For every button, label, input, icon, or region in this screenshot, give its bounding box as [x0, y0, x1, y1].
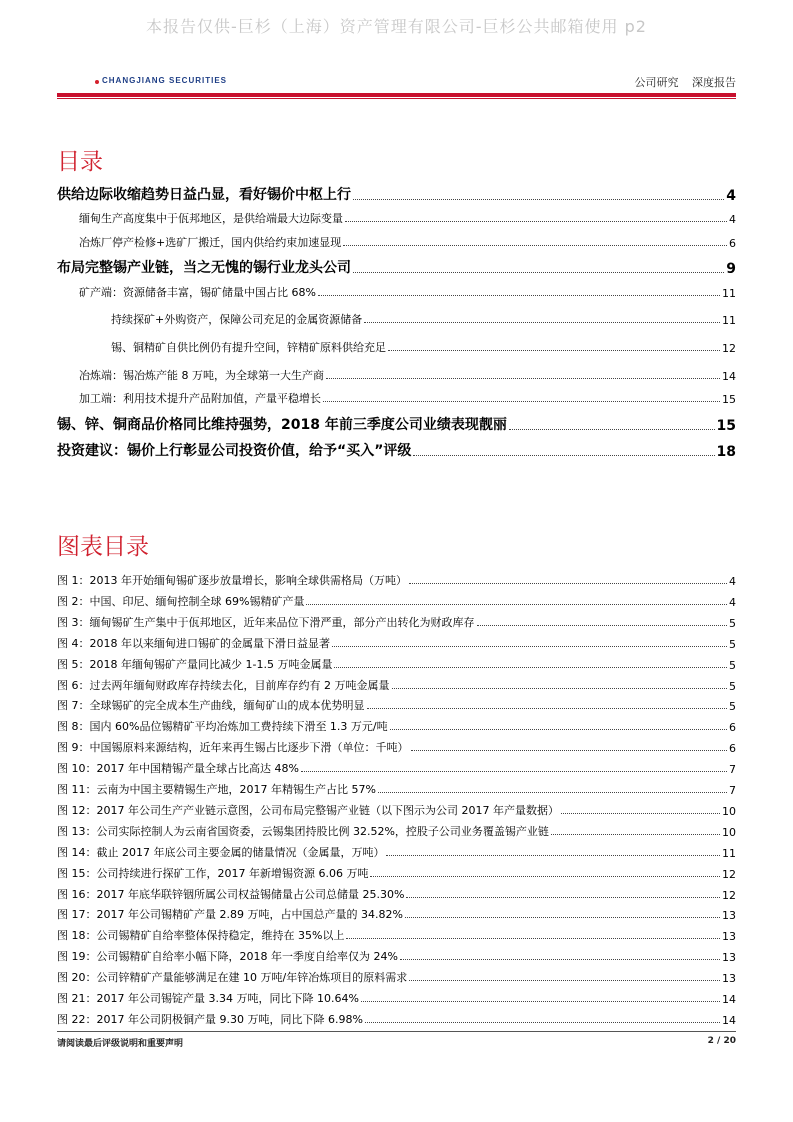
toc-entry[interactable] [79, 367, 736, 383]
header-divider [57, 93, 736, 97]
figure-entry-text: 图 17：2017 年公司锡精矿产量 2.89 万吨，占中国总产量的 34.82% [57, 908, 403, 922]
leader-dots [413, 454, 714, 456]
figure-entry-text: 图 13：公司实际控制人为云南省国资委，云锡集团持股比例 32.52%，控股子公司业务覆盖锡产业链 [57, 824, 549, 838]
toc-entry[interactable] [111, 339, 736, 355]
header-report-type: 深度报告 [692, 76, 736, 89]
leader-dots [343, 244, 727, 246]
leader-dots [386, 854, 720, 856]
leader-dots [332, 645, 727, 647]
figure-entry-page: 5 [729, 658, 736, 672]
leader-dots [390, 728, 727, 730]
figure-entry-text: 图 5：2018 年缅甸锡矿产量同比减少 1-1.5 万吨金属量 [57, 657, 333, 671]
toc-entry-text: 加工端：利用技术提升产品附加值，产量平稳增长 [79, 392, 321, 405]
header-category: 公司研究 [634, 76, 679, 89]
figure-entry-page: 6 [729, 721, 736, 735]
leader-dots [477, 624, 728, 626]
header-labels [625, 74, 737, 90]
figure-entry[interactable] [57, 823, 736, 839]
toc-entry-page: 11 [722, 314, 736, 327]
toc-entry[interactable] [79, 284, 736, 300]
leader-dots [367, 707, 728, 709]
figure-entry-page: 4 [729, 595, 736, 609]
toc-entry-text: 持续探矿+外购资产，保障公司充足的金属资源储备 [111, 313, 363, 326]
figure-entry-text: 图 3：缅甸锡矿生产集中于佤邦地区，近年来品位下滑严重，部分产出转化为财政库存 [57, 615, 475, 629]
figure-entry-text: 图 12：2017 年公司生产产业链示意图，公司布局完整锡产业链（以下图示为公司 2017 年产量数据） [57, 803, 559, 817]
leader-dots [551, 833, 720, 835]
figure-entry-page: 10 [722, 825, 736, 839]
leader-dots [346, 937, 720, 939]
figure-entry[interactable] [57, 572, 736, 588]
toc-entry[interactable] [57, 257, 736, 277]
leader-dots [364, 321, 720, 323]
toc-entry-text: 锡、铜精矿自供比例仍有提升空间，锌精矿原料供给充足 [111, 341, 386, 354]
figure-entry[interactable] [57, 1011, 736, 1027]
figure-entry[interactable] [57, 697, 736, 713]
figure-entry[interactable] [57, 781, 736, 797]
leader-dots [318, 294, 720, 296]
figure-entry-text: 图 2：中国、印尼、缅甸控制全球 69%锡精矿产量 [57, 594, 305, 608]
figure-entry-page: 14 [722, 1013, 736, 1027]
figure-entry-page: 13 [722, 909, 736, 923]
figure-entry-page: 5 [729, 700, 736, 714]
toc-entry-page: 15 [716, 418, 736, 434]
leader-dots [409, 979, 720, 981]
leader-dots [378, 791, 727, 793]
figure-entry-text: 图 7：全球锡矿的完全成本生产曲线，缅甸矿山的成本优势明显 [57, 699, 365, 713]
figure-entry-page: 5 [729, 637, 736, 651]
leader-dots [326, 377, 720, 379]
logo-icon [95, 80, 99, 84]
figure-entry-text: 图 20：公司锌精矿产量能够满足在建 10 万吨/年锌冶炼项目的原料需求 [57, 971, 408, 985]
figure-entry-text: 图 1：2013 年开始缅甸锡矿逐步放量增长，影响全球供需格局（万吨） [57, 574, 407, 587]
figure-entry[interactable] [57, 886, 736, 902]
figure-entry-page: 5 [729, 679, 736, 693]
toc-entry[interactable] [79, 234, 736, 250]
figure-entry-text: 图 10：2017 年中国精锡产量全球占比高达 48% [57, 762, 299, 776]
header-divider-thin [57, 98, 736, 99]
figure-entry[interactable] [57, 739, 736, 755]
figure-entry-page: 13 [722, 951, 736, 965]
leader-dots [323, 400, 720, 402]
toc-entry-text: 冶炼端：锡冶炼产能 8 万吨，为全球第一大生产商 [79, 369, 324, 382]
figure-entry-text: 图 18：公司锡精矿自给率整体保持稳定，维持在 35%以上 [57, 929, 345, 943]
footer-disclaimer: 请阅读最后评级说明和重要声明 [57, 1039, 184, 1049]
figure-entry[interactable] [57, 948, 736, 964]
figure-entry[interactable] [57, 927, 736, 943]
toc-entry-page: 9 [726, 261, 736, 277]
leader-dots [301, 770, 727, 772]
footer-divider [57, 1031, 736, 1032]
leader-dots [405, 916, 720, 918]
leader-dots [400, 958, 720, 960]
figure-entry-page: 6 [729, 742, 736, 756]
toc-entry-page: 11 [722, 287, 736, 300]
figure-entry-page: 14 [722, 993, 736, 1006]
figure-entry[interactable] [57, 844, 736, 860]
leader-dots [388, 349, 720, 351]
figure-entry[interactable] [57, 969, 736, 985]
figure-entry-page: 12 [722, 888, 736, 902]
figure-entry-text: 图 6：过去两年缅甸财政库存持续去化，目前库存约有 2 万吨金属量 [57, 678, 390, 692]
figure-entry-text: 图 15：公司持续进行探矿工作，2017 年新增锡资源 6.06 万吨 [57, 866, 369, 880]
toc-entry-text: 矿产端：资源储备丰富，锡矿储量中国占比 68% [79, 286, 316, 299]
leader-dots [561, 812, 720, 814]
toc-entry-page: 4 [729, 213, 736, 226]
leader-dots [370, 875, 720, 877]
toc-entry[interactable] [57, 184, 736, 204]
toc-entry-text: 供给边际收缩趋势日益凸显，看好锡价中枢上行 [57, 187, 351, 203]
toc-entry-text: 投资建议：锡价上行彰显公司投资价值，给予“买入”评级 [57, 443, 412, 459]
leader-dots [361, 1000, 720, 1002]
figure-entry[interactable] [57, 718, 736, 734]
company-logo: CHANGJIANG SECURITIES [102, 76, 228, 85]
toc-entry-text: 布局完整锡产业链，当之无愧的锡行业龙头公司 [57, 260, 351, 276]
figure-entry-text: 图 22：2017 年公司阴极铜产量 9.30 万吨，同比下降 6.98% [57, 1012, 363, 1026]
figure-list-title: 图表目录 [57, 534, 149, 560]
figure-entry-page: 12 [722, 867, 736, 881]
toc-entry[interactable] [79, 390, 736, 406]
figure-entry[interactable] [57, 635, 736, 651]
toc-entry[interactable] [57, 414, 736, 434]
figure-entry-page: 4 [729, 575, 736, 588]
toc-entry-page: 12 [722, 342, 736, 355]
leader-dots [306, 603, 727, 605]
figure-entry-page: 7 [729, 763, 736, 777]
toc-entry-text: 缅甸生产高度集中于佤邦地区，是供给端最大边际变量 [79, 212, 343, 225]
toc-entry-page: 18 [716, 444, 736, 460]
toc-entry[interactable] [111, 311, 736, 327]
figure-entry-text: 图 16：2017 年底华联锌铟所属公司权益锡储量占公司总储量 25.30% [57, 887, 405, 901]
figure-entry[interactable] [57, 677, 736, 693]
figure-entry[interactable] [57, 760, 736, 776]
leader-dots [509, 428, 715, 430]
figure-entry-text: 图 8：国内 60%品位锡精矿平均冶炼加工费持续下滑至 1.3 万元/吨 [57, 720, 388, 734]
leader-dots [345, 220, 727, 222]
figure-entry[interactable] [57, 656, 736, 672]
leader-dots [406, 896, 720, 898]
toc-entry-text: 冶炼厂停产检修+选矿厂搬迁，国内供给约束加速显现 [79, 236, 342, 249]
figure-entry-page: 5 [729, 616, 736, 630]
figure-entry-page: 10 [722, 804, 736, 818]
figure-entry[interactable] [57, 593, 736, 609]
toc-title: 目录 [57, 149, 103, 175]
toc-entry-page: 15 [722, 393, 736, 406]
figure-entry-text: 图 14：截止 2017 年底公司主要金属的储量情况（金属量，万吨） [57, 845, 385, 859]
figure-entry-text: 图 21：2017 年公司锡锭产量 3.34 万吨，同比下降 10.64% [57, 992, 359, 1005]
toc-entry[interactable] [79, 210, 736, 226]
watermark: 本报告仅供-巨杉（上海）资产管理有限公司-巨杉公共邮箱使用 p2 [146, 17, 647, 36]
figure-entry-text: 图 11：云南为中国主要精锡生产地，2017 年精锡生产占比 57% [57, 783, 376, 796]
leader-dots [392, 687, 728, 689]
toc-entry-page: 4 [726, 188, 736, 204]
toc-entry-page: 6 [729, 237, 736, 250]
figure-entry-page: 13 [722, 972, 736, 986]
leader-dots [411, 749, 728, 751]
toc-entry-text: 锡、锌、铜商品价格同比维持强势，2018 年前三季度公司业绩表现靓丽 [57, 417, 507, 433]
leader-dots [353, 198, 724, 200]
leader-dots [334, 666, 727, 668]
figure-entry[interactable] [57, 802, 736, 818]
leader-dots [409, 582, 727, 584]
leader-dots [365, 1021, 720, 1023]
leader-dots [353, 271, 724, 273]
figure-entry-text: 图 4：2018 年以来缅甸进口锡矿的金属量下滑日益显著 [57, 636, 330, 650]
figure-entry[interactable] [57, 865, 736, 881]
figure-entry[interactable] [57, 614, 736, 630]
figure-entry[interactable] [57, 990, 736, 1006]
toc-entry[interactable] [57, 440, 736, 460]
figure-entry-page: 13 [722, 930, 736, 944]
figure-entry-page: 7 [729, 784, 736, 797]
figure-entry-text: 图 19：公司锡精矿自给率小幅下降，2018 年一季度自给率仅为 24% [57, 950, 398, 964]
figure-entry[interactable] [57, 906, 736, 922]
figure-entry-page: 11 [722, 846, 736, 860]
page-number: 2 / 20 [707, 1036, 736, 1046]
toc-entry-page: 14 [722, 370, 736, 383]
figure-entry-text: 图 9：中国锡原料来源结构，近年来再生锡占比逐步下滑（单位：千吨） [57, 741, 409, 755]
